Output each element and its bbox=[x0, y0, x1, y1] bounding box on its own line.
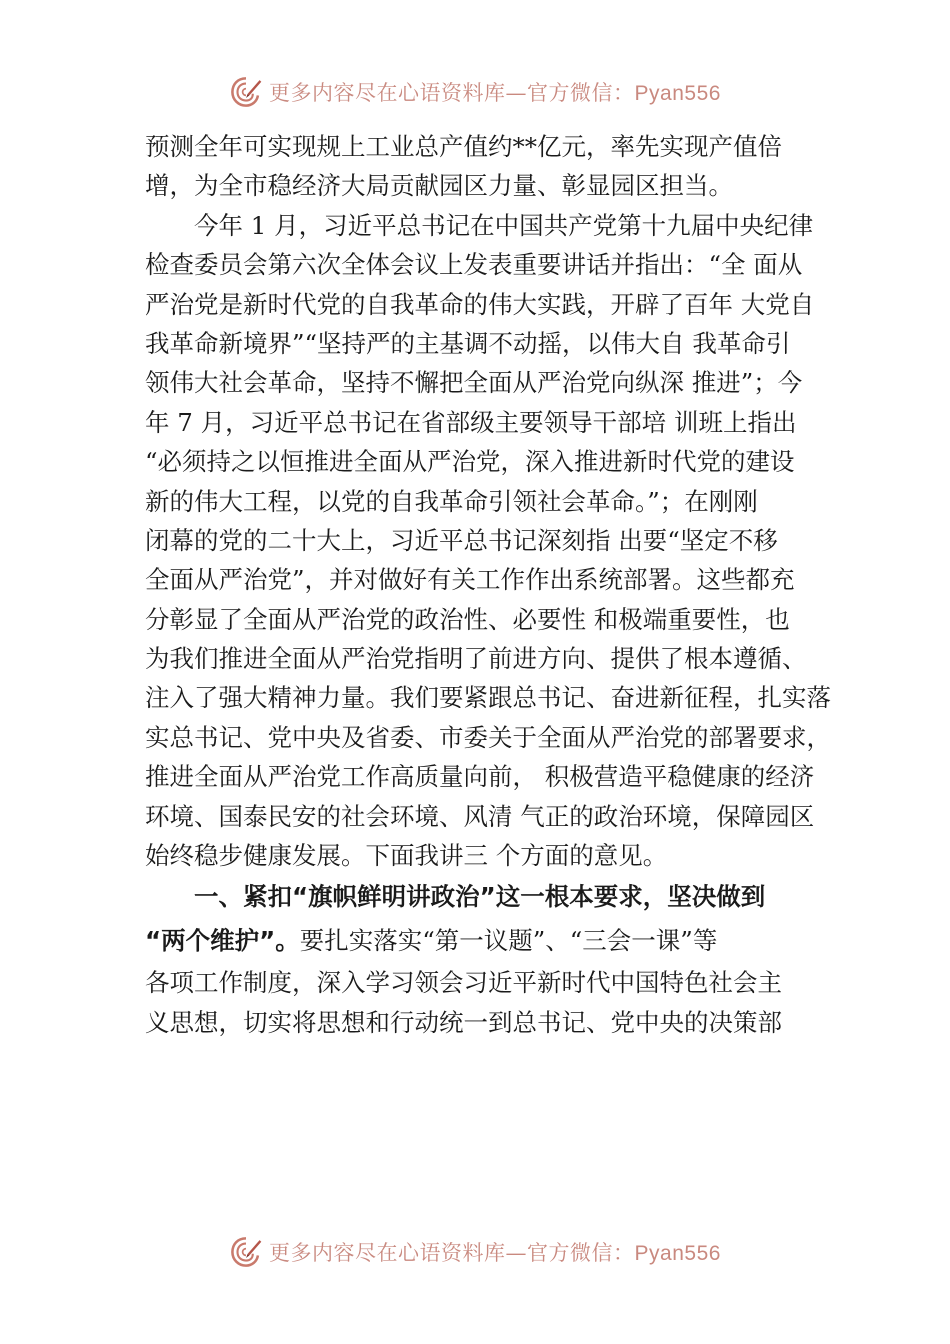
body-line: 年 7 月，习近平总书记在省部级主要领导干部培 训班上指出 bbox=[145, 407, 797, 437]
body-line: 环境、国泰民安的社会环境、风清 气正的政治环境，保障园区 bbox=[145, 801, 815, 831]
body-line: 增，为全市稳经济大局贡献园区力量、彰显园区担当。 bbox=[145, 171, 733, 201]
body-line: 实总书记、党中央及省委、市委关于全面从严治党的部署要求， bbox=[145, 722, 831, 752]
spiral-pen-logo-icon bbox=[229, 75, 263, 109]
body-line: 义思想，切实将思想和行动统一到总书记、党中央的决策部 bbox=[145, 1007, 782, 1037]
body-line: 各项工作制度，深入学习领会习近平新时代中国特色社会主 bbox=[145, 968, 782, 998]
body-line: 严治党是新时代党的自我革命的伟大实践，开辟了百年 大党自 bbox=[145, 289, 815, 319]
spiral-pen-logo-icon bbox=[229, 1235, 263, 1269]
section-heading: 一、紧扣“旗帜鲜明讲政治”这一根本要求，坚决做到 bbox=[194, 882, 766, 912]
body-line: 全面从严治党”，并对做好有关工作作出系统部署。这些都充 bbox=[145, 565, 795, 595]
watermark-text: 更多内容尽在心语资料库—官方微信：Pyan556 bbox=[269, 81, 721, 105]
body-line: 我革命新境界”“坚持严的主基调不动摇，以伟大自 我革命引 bbox=[145, 328, 791, 358]
body-line: 预测全年可实现规上工业总产值约**亿元，率先实现产值倍 bbox=[145, 132, 782, 161]
watermark-text: 更多内容尽在心语资料库—官方微信：Pyan556 bbox=[269, 1241, 721, 1265]
watermark-header bbox=[0, 72, 950, 112]
section-heading-bold-tail: “两个维护”。 bbox=[145, 926, 300, 956]
body-line: 始终稳步健康发展。下面我讲三 个方面的意见。 bbox=[145, 841, 668, 871]
body-line: 检查委员会第六次全体会议上发表重要讲话并指出：“全 面从 bbox=[145, 250, 803, 280]
body-line: 新的伟大工程，以党的自我革命引领社会革命。”；在刚刚 bbox=[145, 486, 758, 516]
body-line: 为我们推进全面从严治党指明了前进方向、提供了根本遵循、 bbox=[145, 644, 807, 674]
body-line: 领伟大社会革命，坚持不懈把全面从严治党向纵深 推进”；今 bbox=[145, 368, 803, 398]
body-line: “必须持之以恒推进全面从严治党，深入推进新时代党的建设 bbox=[145, 447, 795, 477]
section-heading-text: 要扎实落实“第一议题”、“三会一课”等 bbox=[299, 926, 718, 956]
paragraph-start-line: 今年 1 月，习近平总书记在中国共产党第十九届中央纪律 bbox=[194, 210, 814, 240]
body-line: 推进全面从严治党工作高质量向前， 积极营造平稳健康的经济 bbox=[145, 762, 815, 792]
body-line: 闭幕的党的二十大上，习近平总书记深刻指 出要“坚定不移 bbox=[145, 525, 778, 555]
document-body bbox=[145, 127, 845, 1042]
section-heading-continuation bbox=[145, 919, 845, 963]
body-line: 分彰显了全面从严治党的政治性、必要性 和极端重要性，也 bbox=[145, 604, 790, 634]
body-line: 注入了强大精神力量。我们要紧跟总书记、奋进新征程，扎实落 bbox=[145, 683, 831, 713]
watermark-footer bbox=[0, 1232, 950, 1272]
